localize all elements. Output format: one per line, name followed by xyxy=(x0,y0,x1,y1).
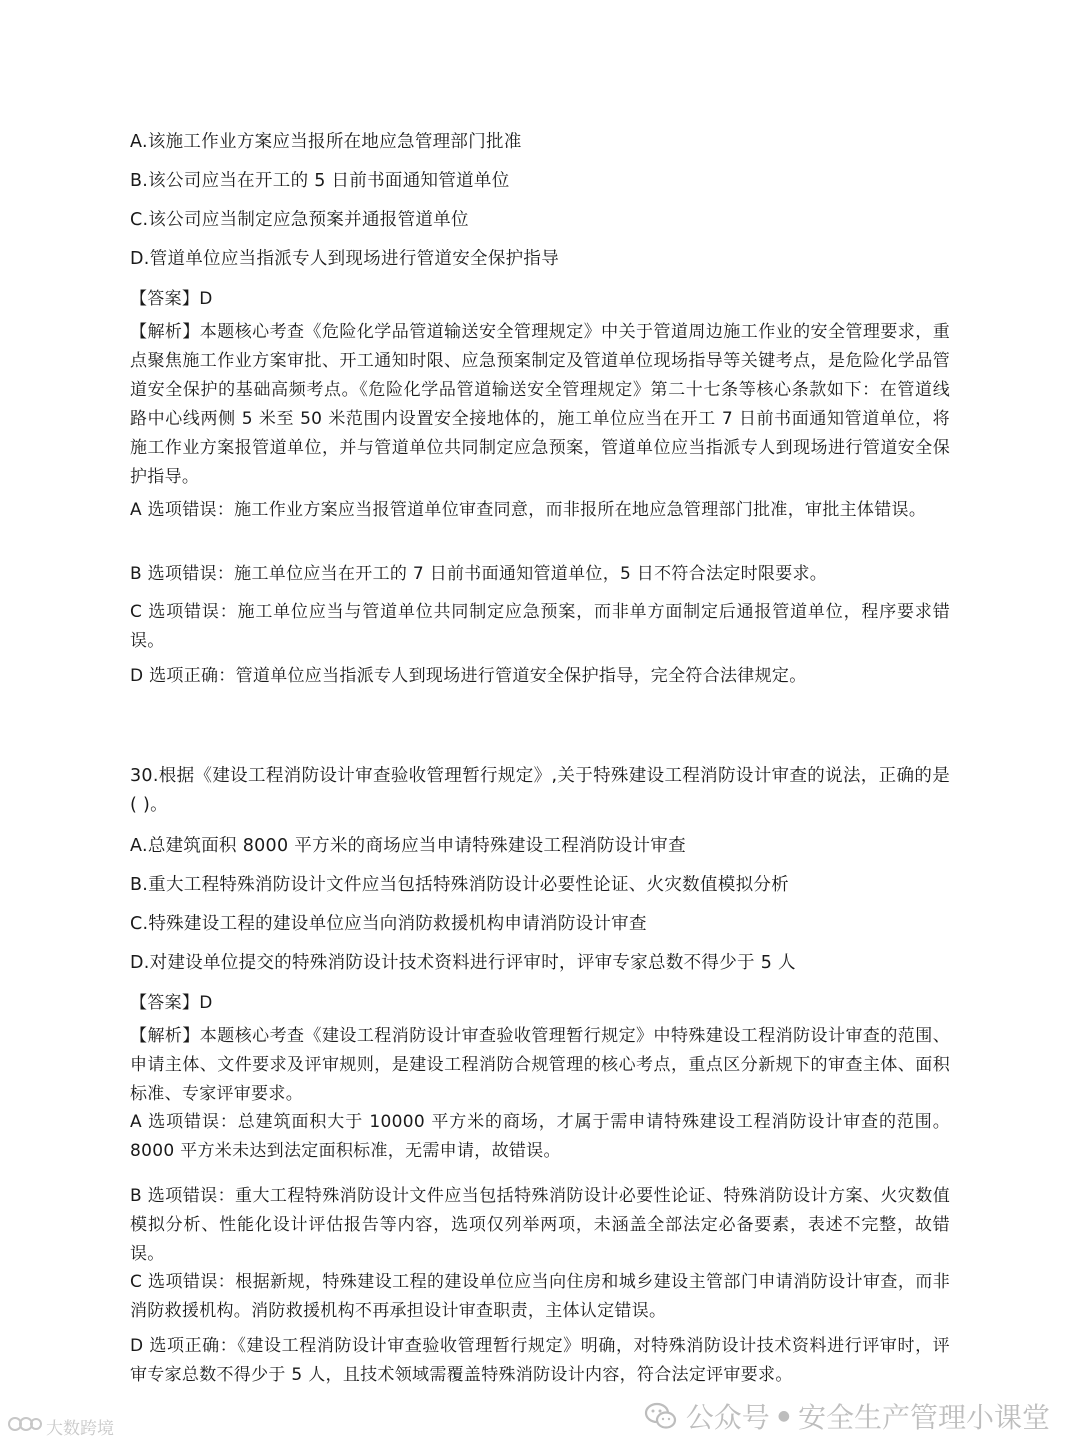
q30-explain-c: C 选项错误：根据新规，特殊建设工程的建设单位应当向住房和城乡建设主管部门申请消防设计审查，而非消防救援机构。消防救援机构不再承担设计审查职责，主体认定错误。 xyxy=(130,1272,950,1321)
q30-explain-a: A 选项错误：总建筑面积大于 10000 平方米的商场，才属于需申请特殊建设工程消防设计审查的范围。8000 平方米未达到法定面积标准，无需申请，故错误。 xyxy=(130,1112,950,1161)
q30-answer: 【答案】D xyxy=(130,993,213,1013)
q30-option-c: C.特殊建设工程的建设单位应当向消防救援机构申请消防设计审查 xyxy=(130,914,647,934)
q29-answer: 【答案】D xyxy=(130,289,213,309)
q30-question: 30.根据《建设工程消防设计审查验收管理暂行规定》,关于特殊建设工程消防设计审查的说法，正确的是( )。 xyxy=(130,766,950,815)
wechat-prefix: 公众号 xyxy=(685,1401,770,1434)
q29-explain-c: C 选项错误：施工单位应当与管道单位共同制定应急预案，而非单方面制定后通报管道单位，程序要求错误。 xyxy=(130,602,950,651)
q29-option-c: C.该公司应当制定应急预案并通报管道单位 xyxy=(130,210,469,230)
wechat-account-name: 安全生产管理小课堂 xyxy=(797,1401,1050,1434)
q29-explain-d: D 选项正确：管道单位应当指派专人到现场进行管道安全保护指导，完全符合法律规定。 xyxy=(130,666,807,686)
wechat-icon xyxy=(644,1402,678,1430)
source-logo-icon xyxy=(8,1414,42,1439)
q29-explain-a: A 选项错误：施工作业方案应当报管道单位审查同意，而非报所在地应急管理部门批准，审批主体错误。 xyxy=(130,500,927,520)
q30-option-b: B.重大工程特殊消防设计文件应当包括特殊消防设计必要性论证、火灾数值模拟分析 xyxy=(130,875,789,895)
q29-explain-b: B 选项错误：施工单位应当在开工的 7 日前书面通知管道单位，5 日不符合法定时限要求。 xyxy=(130,564,828,584)
q29-option-d: D.管道单位应当指派专人到现场进行管道安全保护指导 xyxy=(130,249,560,269)
q30-option-a: A.总建筑面积 8000 平方米的商场应当申请特殊建设工程消防设计审查 xyxy=(130,836,686,856)
q30-option-d: D.对建设单位提交的特殊消防设计技术资料进行评审时，评审专家总数不得少于 5 人 xyxy=(130,953,796,973)
q30-analysis: 【解析】本题核心考查《建设工程消防设计审查验收管理暂行规定》中特殊建设工程消防设计审查的范围、申请主体、文件要求及评审规则，是建设工程消防合规管理的核心考点，重点区分新规下的审查主体、面积标准、专家评审要求。 xyxy=(130,1026,950,1104)
q30-explain-b: B 选项错误：重大工程特殊消防设计文件应当包括特殊消防设计必要性论证、特殊消防设计方案、火灾数值模拟分析、性能化设计评估报告等内容，选项仅列举两项，未涵盖全部法定必备要素，表述不完整，故错误。 xyxy=(130,1186,950,1264)
source-watermark xyxy=(8,1414,114,1439)
source-watermark-text: 大数跨境 xyxy=(46,1419,114,1439)
wechat-watermark xyxy=(644,1396,1050,1436)
q29-analysis: 【解析】本题核心考查《危险化学品管道输送安全管理规定》中关于管道周边施工作业的安全管理要求，重点聚焦施工作业方案审批、开工通知时限、应急预案制定及管道单位现场指导等关键考点，是危险化学品管道安全保护的基础高频考点。《危险化学品管道输送安全管理规定》第二十七条等核心条款如下：在管道线路中心线两侧 5 米至 50 米范围内设置安全接地体的，施工单位应当在开工 7 日前书面通知管道单位，将施工作业方案报管道单位，并与管道单位共同制定应急预案，管道单位应当指派专人到现场进行管道安全保护指导。 xyxy=(130,322,950,487)
separator-dot-icon: ● xyxy=(777,1408,790,1424)
q29-option-b: B.该公司应当在开工的 5 日前书面通知管道单位 xyxy=(130,171,510,191)
q29-option-a: A.该施工作业方案应当报所在地应急管理部门批准 xyxy=(130,132,522,152)
q30-explain-d: D 选项正确：《建设工程消防设计审查验收管理暂行规定》明确，对特殊消防设计技术资料进行评审时，评审专家总数不得少于 5 人，且技术领域需覆盖特殊消防设计内容，符合法定评审要求。 xyxy=(130,1336,950,1385)
